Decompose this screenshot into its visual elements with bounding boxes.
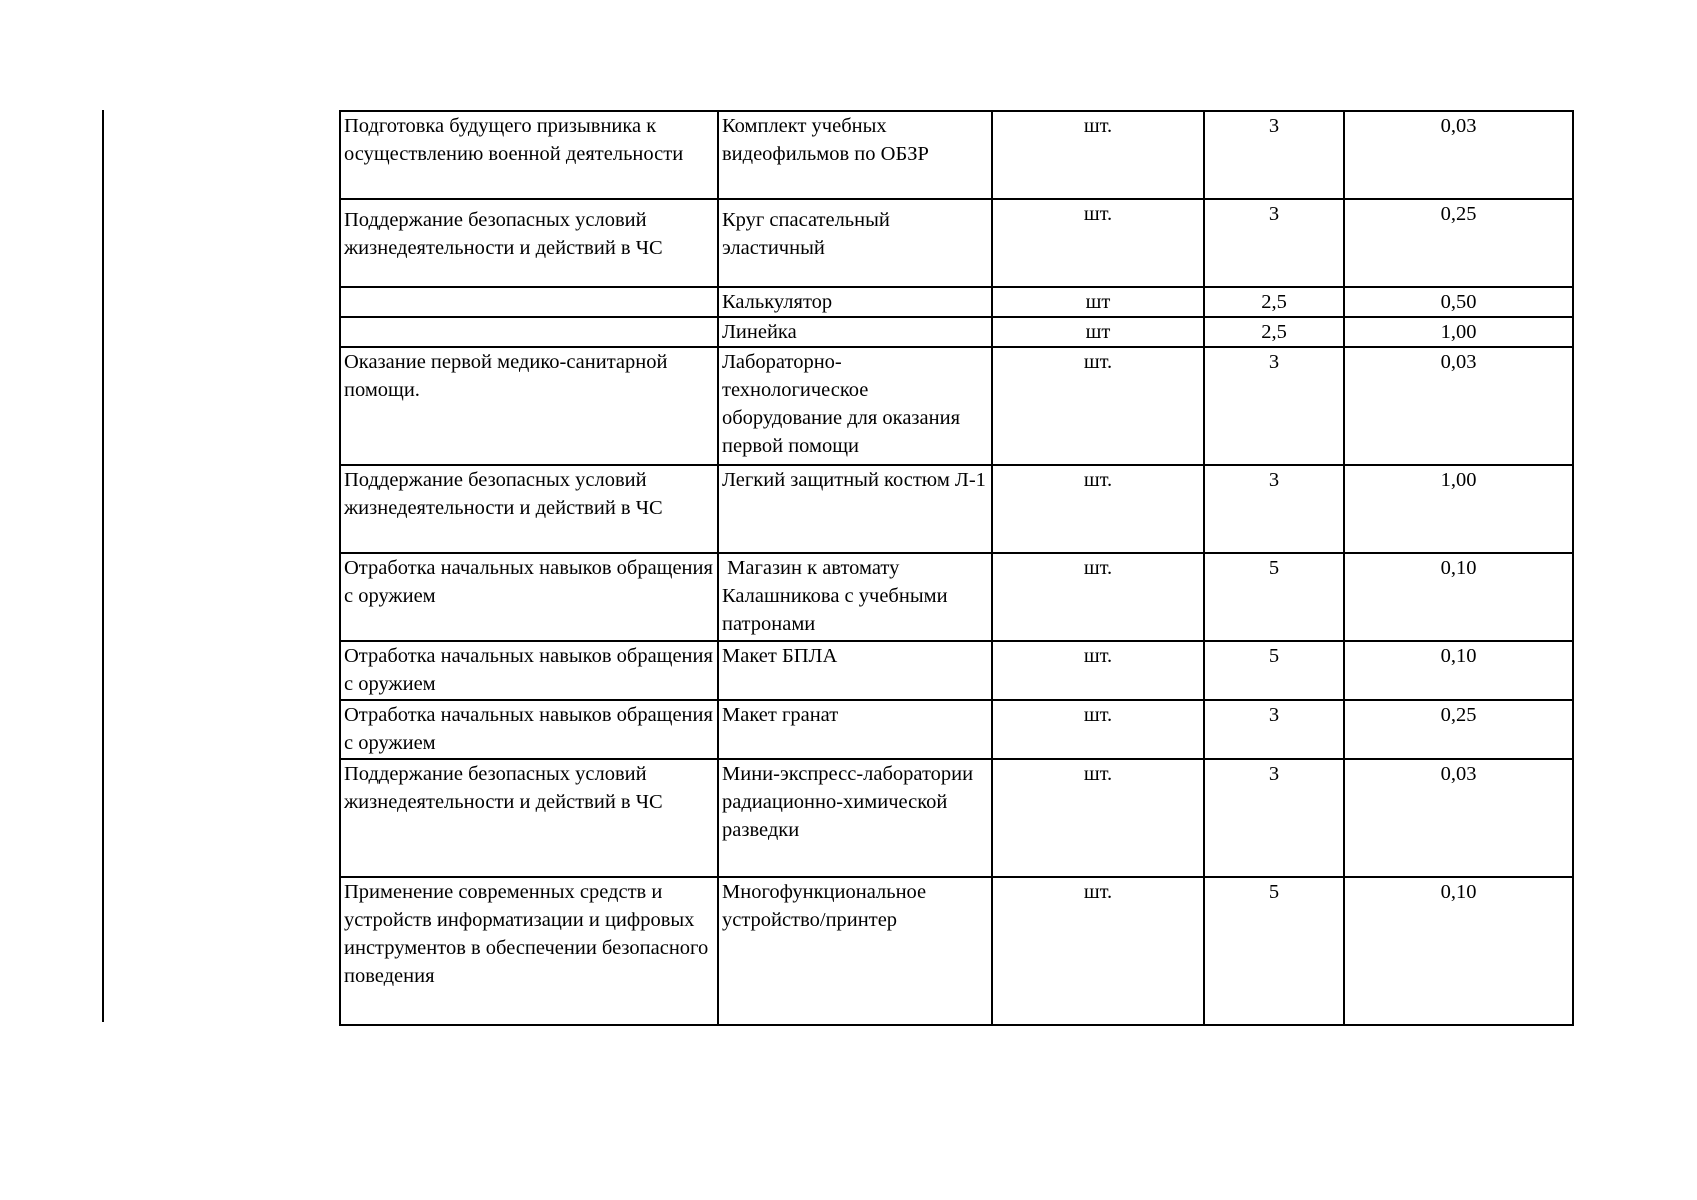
page-margin-line: [102, 110, 104, 1022]
purpose-cell: Отработка начальных навыков обращения с оружием: [340, 641, 718, 700]
item-cell: Круг спасательный эластичный: [718, 199, 992, 287]
unit-cell: шт.: [992, 700, 1204, 759]
quantity-cell: 3: [1204, 465, 1344, 553]
rate-cell: 0,03: [1344, 111, 1573, 199]
quantity-cell: 5: [1204, 641, 1344, 700]
purpose-cell: Применение современных средств и устройств информатизации и цифровых инструментов в обеспечении безопасного поведения: [340, 877, 718, 1025]
quantity-cell: 3: [1204, 700, 1344, 759]
quantity-cell: 2,5: [1204, 317, 1344, 347]
rate-cell: 0,10: [1344, 641, 1573, 700]
rate-cell: 0,03: [1344, 759, 1573, 877]
table-row: [340, 553, 1573, 641]
unit-cell: шт: [992, 287, 1204, 317]
unit-cell: шт.: [992, 199, 1204, 287]
rate-cell: 1,00: [1344, 317, 1573, 347]
item-cell: Макет БПЛА: [718, 641, 992, 700]
rate-cell: 0,03: [1344, 347, 1573, 465]
rate-cell: 0,25: [1344, 199, 1573, 287]
table-row: [340, 700, 1573, 759]
item-cell: Комплект учебных видеофильмов по ОБЗР: [718, 111, 992, 199]
unit-cell: шт.: [992, 877, 1204, 1025]
table-row: [340, 111, 1573, 199]
equipment-table: [339, 110, 1574, 1026]
item-cell: Калькулятор: [718, 287, 992, 317]
table-row: [340, 199, 1573, 287]
quantity-cell: 3: [1204, 759, 1344, 877]
unit-cell: шт.: [992, 111, 1204, 199]
table-row: [340, 287, 1573, 317]
table-row: [340, 347, 1573, 465]
table-row: [340, 759, 1573, 877]
purpose-cell: [340, 317, 718, 347]
unit-cell: шт.: [992, 347, 1204, 465]
purpose-cell: Отработка начальных навыков обращения с оружием: [340, 700, 718, 759]
rate-cell: 0,25: [1344, 700, 1573, 759]
unit-cell: шт.: [992, 759, 1204, 877]
unit-cell: шт: [992, 317, 1204, 347]
item-cell: Легкий защитный костюм Л-1: [718, 465, 992, 553]
rate-cell: 0,10: [1344, 877, 1573, 1025]
unit-cell: шт.: [992, 641, 1204, 700]
unit-cell: шт.: [992, 465, 1204, 553]
item-cell: Макет гранат: [718, 700, 992, 759]
table-row: [340, 641, 1573, 700]
quantity-cell: 3: [1204, 111, 1344, 199]
item-cell: Мини-экспресс-лаборатории радиационно-химической разведки: [718, 759, 992, 877]
rate-cell: 0,10: [1344, 553, 1573, 641]
item-cell: Лабораторно-технологическое оборудование для оказания первой помощи: [718, 347, 992, 465]
item-cell: Многофункциональное устройство/принтер: [718, 877, 992, 1025]
rate-cell: 0,50: [1344, 287, 1573, 317]
rate-cell: 1,00: [1344, 465, 1573, 553]
purpose-cell: Поддержание безопасных условий жизнедеятельности и действий в ЧС: [340, 465, 718, 553]
quantity-cell: 2,5: [1204, 287, 1344, 317]
purpose-cell: Поддержание безопасных условий жизнедеятельности и действий в ЧС: [340, 759, 718, 877]
quantity-cell: 5: [1204, 553, 1344, 641]
table-row: [340, 877, 1573, 1025]
purpose-cell: Поддержание безопасных условий жизнедеятельности и действий в ЧС: [340, 199, 718, 287]
purpose-cell: Оказание первой медико-санитарной помощи.: [340, 347, 718, 465]
item-cell: Линейка: [718, 317, 992, 347]
table-row: [340, 317, 1573, 347]
purpose-cell: Подготовка будущего призывника к осуществлению военной деятельности: [340, 111, 718, 199]
purpose-cell: Отработка начальных навыков обращения с оружием: [340, 553, 718, 641]
purpose-cell: [340, 287, 718, 317]
unit-cell: шт.: [992, 553, 1204, 641]
table-row: [340, 465, 1573, 553]
item-cell: Магазин к автомату Калашникова с учебными патронами: [718, 553, 992, 641]
quantity-cell: 3: [1204, 199, 1344, 287]
quantity-cell: 3: [1204, 347, 1344, 465]
quantity-cell: 5: [1204, 877, 1344, 1025]
